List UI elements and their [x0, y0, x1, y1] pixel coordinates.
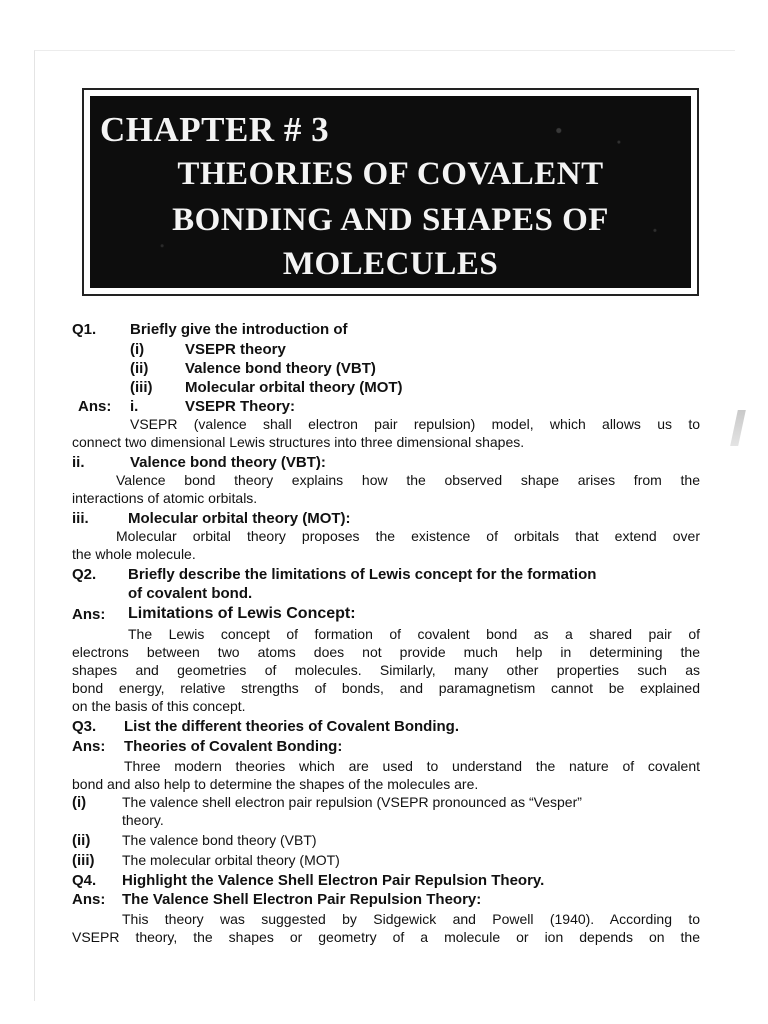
section-heading: Valence bond theory (VBT):	[130, 454, 326, 471]
list-marker: ii.	[72, 454, 85, 471]
paragraph-line: VSEPR theory, the shapes or geometry of a molecule or ion depends on the	[72, 929, 700, 945]
list-marker: (iii)	[130, 379, 153, 396]
list-marker: (i)	[130, 341, 145, 358]
list-item: The valence bond theory (VBT)	[122, 832, 317, 848]
section-heading: Theories of Covalent Bonding:	[124, 738, 343, 755]
answer-label: Ans:	[72, 738, 106, 755]
list-marker: (ii)	[72, 832, 91, 849]
paragraph-line: on the basis of this concept.	[72, 698, 246, 714]
paragraph-line: the whole molecule.	[72, 546, 196, 562]
list-item: The valence shell electron pair repulsion (VSEPR pronounced as “Vesper”	[122, 794, 582, 810]
list-marker: (ii)	[130, 360, 149, 377]
list-item: The molecular orbital theory (MOT)	[122, 852, 340, 868]
list-marker: i.	[130, 398, 139, 415]
question-text: of covalent bond.	[128, 585, 253, 602]
list-marker: (i)	[72, 794, 87, 811]
paragraph-line: connect two dimensional Lewis structures into three dimensional shapes.	[72, 434, 525, 450]
question-number: Q2.	[72, 566, 97, 583]
list-marker: iii.	[72, 510, 89, 527]
list-item: Valence bond theory (VBT)	[185, 360, 376, 377]
chapter-title-line-2: BONDING AND SHAPES OF	[172, 202, 609, 238]
section-heading: Molecular orbital theory (MOT):	[128, 510, 351, 527]
chapter-title-line-1: THEORIES OF COVALENT	[177, 156, 604, 192]
answer-label: Ans:	[72, 891, 106, 908]
paragraph-line: The Lewis concept of formation of covalent bond as a shared pair of	[128, 626, 700, 642]
list-item: VSEPR theory	[185, 341, 286, 358]
paragraph-line: shapes and geometries of molecules. Similarly, many other properties such as	[72, 662, 700, 678]
paragraph-line: This theory was suggested by Sidgewick and Powell (1940). According to	[122, 911, 700, 927]
question-text: List the different theories of Covalent Bonding.	[124, 718, 460, 735]
chapter-banner-panel	[90, 96, 691, 288]
paragraph-line: bond and also help to determine the shapes of the molecules are.	[72, 776, 479, 792]
question-text: Briefly describe the limitations of Lewis concept for the formation	[128, 566, 597, 583]
answer-label: Ans:	[78, 398, 112, 415]
list-marker: (iii)	[72, 852, 95, 869]
answer-label: Ans:	[72, 606, 106, 623]
paragraph-line: interactions of atomic orbitals.	[72, 490, 258, 506]
question-number: Q3.	[72, 718, 97, 735]
question-number: Q1.	[72, 321, 97, 338]
paragraph-line: VSEPR (valence shall electron pair repulsion) model, which allows us to	[130, 416, 700, 432]
chapter-title-line-3: MOLECULES	[282, 246, 499, 282]
paragraph-line: electrons between two atoms does not provide much help in determining the	[72, 644, 700, 660]
chapter-number: CHAPTER # 3	[100, 110, 330, 149]
section-heading: Limitations of Lewis Concept:	[128, 605, 356, 622]
list-item: theory.	[122, 812, 164, 828]
question-number: Q4.	[72, 872, 97, 889]
paragraph-line: Three modern theories which are used to understand the nature of covalent	[124, 758, 700, 774]
question-text: Highlight the Valence Shell Electron Pair Repulsion Theory.	[122, 872, 545, 889]
section-heading: VSEPR Theory:	[185, 398, 296, 415]
list-item: Molecular orbital theory (MOT)	[185, 379, 403, 396]
paragraph-line: Valence bond theory explains how the observed shape arises from the	[116, 472, 700, 488]
question-text: Briefly give the introduction of	[130, 321, 348, 338]
paragraph-line: Molecular orbital theory proposes the existence of orbitals that extend over	[116, 528, 700, 544]
paragraph-line: bond energy, relative strengths of bonds, and paramagnetism cannot be explained	[72, 680, 700, 696]
section-heading: The Valence Shell Electron Pair Repulsion Theory:	[122, 891, 482, 908]
chapter-banner	[82, 88, 699, 296]
